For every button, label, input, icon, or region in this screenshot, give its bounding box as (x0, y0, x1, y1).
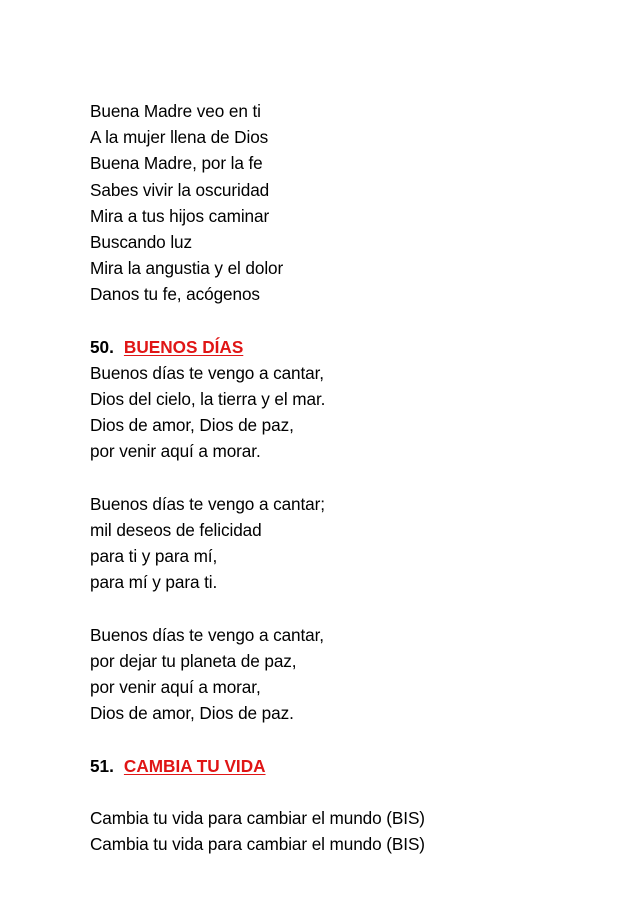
blank-line (90, 596, 610, 622)
lyric-line: Dios de amor, Dios de paz, (90, 415, 294, 436)
song-number: 50. (90, 336, 114, 357)
song-title: CAMBIA TU VIDA (123, 755, 266, 776)
lyric-line: Mira la angustia y el dolor (90, 258, 284, 279)
lyric-line: Cambia tu vida para cambiar el mundo (BIS) (90, 834, 425, 855)
lyric-line: A la mujer llena de Dios (90, 127, 269, 148)
song-50-stanza-3 (90, 622, 610, 727)
blank-line (90, 308, 610, 334)
lyric-line: Buena Madre veo en ti (90, 101, 261, 121)
lyric-line: Buscando luz (90, 231, 192, 252)
lyric-line: Buena Madre, por la fe (90, 153, 263, 174)
song-51-heading (90, 753, 610, 779)
song-title: BUENOS DÍAS (123, 336, 244, 357)
lyric-line: por venir aquí a morar, (90, 677, 261, 698)
lyric-line: para ti y para mí, (90, 546, 218, 567)
lyric-line: Danos tu fe, acógenos (90, 284, 260, 305)
document-page (90, 98, 610, 857)
intro-song-stanza (90, 98, 610, 308)
lyric-line: Buenos días te vengo a cantar; (90, 493, 325, 514)
lyric-line: Sabes vivir la oscuridad (90, 179, 270, 200)
song-51-stanza-1 (90, 805, 610, 857)
lyric-line: mil deseos de felicidad (90, 520, 262, 540)
lyric-line: por venir aquí a morar. (90, 441, 261, 462)
lyric-line: Dios de amor, Dios de paz. (90, 703, 294, 724)
blank-line (90, 727, 610, 753)
lyric-line: Buenos días te vengo a cantar, (90, 362, 324, 383)
blank-line (90, 779, 610, 805)
lyric-line: Buenos días te vengo a cantar, (90, 624, 324, 645)
song-50-stanza-2 (90, 491, 610, 596)
song-50-heading (90, 334, 610, 360)
lyric-line: Mira a tus hijos caminar (90, 205, 270, 226)
song-50-stanza-1 (90, 360, 610, 465)
lyric-line: por dejar tu planeta de paz, (90, 650, 297, 671)
lyric-line: Cambia tu vida para cambiar el mundo (BIS) (90, 808, 425, 829)
blank-line (90, 465, 610, 491)
lyric-line: Dios del cielo, la tierra y el mar. (90, 389, 326, 410)
lyric-line: para mí y para ti. (90, 572, 218, 593)
song-number: 51. (90, 755, 114, 776)
